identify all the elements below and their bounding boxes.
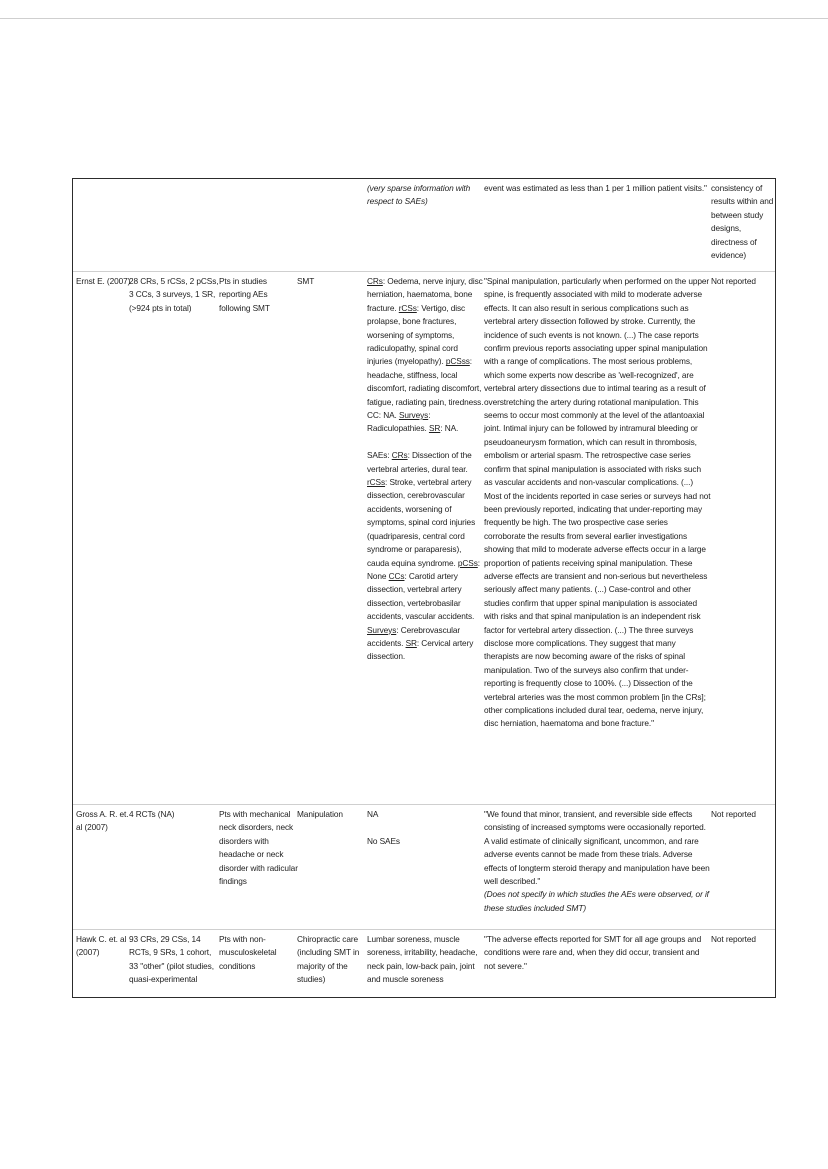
included-studies-cell: 93 CRs, 29 CSs, 14 RCTs, 9 SRs, 1 cohort, 33 "other" (pilot studies, quasi-experimental: [129, 934, 214, 985]
sae-sr-label: SR: [405, 637, 417, 648]
ae-crs-label: CRs: [367, 276, 383, 286]
conclusion-cell: event was estimated as less than 1 per 1 million patient visits.": [484, 183, 707, 193]
adverse-events-cell: [367, 275, 485, 664]
sae-surveys-text: : Cerebrovascular accidents.: [367, 624, 461, 648]
adverse-events-cell: Lumbar soreness, muscle soreness, irritability, headache, neck pain, low-back pain, joint and muscle soreness: [367, 934, 478, 985]
table-row-ernst: [73, 271, 775, 805]
intervention-cell: Chiropractic care (including SMT in majority of the studies): [297, 934, 360, 985]
table-row-hawk: [73, 929, 775, 998]
ae-surveys-label: Surveys: [398, 410, 429, 421]
intervention-cell: Manipulation: [297, 809, 343, 819]
population-cell: Pts in studies reporting AEs following SMT: [219, 276, 270, 313]
sae-pcss-label: pCSs: [457, 557, 478, 568]
adverse-events-cell: [367, 808, 485, 848]
sae-prefix: SAEs:: [367, 450, 392, 461]
author-cell: Gross A. R. et. al (2007): [76, 809, 129, 833]
quality-cell: Not reported: [711, 934, 756, 944]
table-row-gross: [73, 804, 775, 930]
ae-sr-label: SR: [428, 423, 441, 434]
quality-cell: Not reported: [711, 809, 756, 819]
conclusion-cell: "The adverse effects reported for SMT for all age groups and conditions were rare and, when they did occur, transient and not severe.": [484, 934, 702, 971]
ae-crs-text: : Oedema, nerve injury, disc herniation, haematoma, bone fracture.: [367, 276, 483, 313]
sae-ccs-text: : Carotid artery dissection, vertebral artery dissection, vertebrobasilar accidents, vascular accidents.: [367, 570, 475, 622]
ae-sr-text: : NA.: [440, 423, 459, 434]
ae-surveys-text: : Radiculopathies.: [367, 410, 431, 434]
sae-rcss-label: rCSs: [367, 477, 386, 488]
table-row-continued: [73, 179, 775, 271]
sae-text: No SAEs: [367, 835, 400, 846]
conclusion-cell: [484, 808, 711, 915]
included-studies-cell: 28 CRs, 5 rCSs, 2 pCSs, 3 CCs, 3 surveys, 1 SR, (>924 pts in total): [129, 276, 219, 313]
conclusion-cell: "Spinal manipulation, particularly when performed on the upper spine, is frequently associated with mild to moderate adverse effects. It can also result in serious complications such as vertebral artery dissection followed by stroke. Currently, the incidence of such events is not known. (...) The case reports confirm previous reports associating upper spinal manipulation with a range of complications. The most serious problems, which some experts now describe as 'well-recognized', are vertebral artery dissections due to intimal tearing as a result of overstretching the artery during rotational manipulation. This seems to occur most commonly at the level of the atlantoaxial joint. Intimal injury can be followed by intramural bleeding or pseudoaneurysm formation, which can result in thrombosis, embolism or arterial spasm. The retrospective case series confirm that spinal manipulation is associated with risks such as vascular accidents and non-vascular complications. (...) Most of the incidents reported in case series or surveys had not been previously reported, indicating that under-reporting may frequently be high. The two prospective case series corroborate the results from several earlier investigations showing that mild to moderate adverse effects occur in a large proportion of patients receiving spinal manipulation. These adverse effects are transient and non-serious but nevertheless seriously affect many patients. (...) Case-control and other studies confirm that upper spinal manipulation is associated with risks and that spinal manipulation is an independent risk factor for vertebral artery dissection. (...) The three surveys disclose more complications. They suggest that many therapists are now becoming aware of the risks of spinal manipulation. Two of the surveys also confirm that under-reporting is frequently close to 100%. (...) Dissection of the vertebral arteries was the most common problem [in the CRs]; other complications included dural tear, oedema, nerve injury, disc herniation, haematoma and bone fracture.": [484, 276, 711, 729]
population-cell: Pts with non-musculoskeletal conditions: [219, 934, 277, 971]
conclusion-note: (Does not specify in which studies the AEs were observed, or if these studies included SMT): [484, 889, 709, 913]
sae-sr-text: : Cervical artery dissection.: [367, 637, 474, 662]
ae-rcss-label: rCSs: [398, 302, 417, 313]
quality-cell: consistency of results within and between study designs, directness of evidence): [711, 183, 774, 261]
evidence-table: [72, 178, 776, 998]
ae-text: NA: [367, 809, 379, 819]
sae-crs-text: : Dissection of the vertebral arteries, dural tear.: [367, 450, 472, 474]
sae-ccs-label: CCs: [388, 570, 405, 581]
quality-cell: Not reported: [711, 276, 756, 286]
outcome-note: (very sparse information with respect to SAEs): [367, 183, 471, 207]
page-header-rule: [0, 18, 828, 19]
conclusion-text: "We found that minor, transient, and reversible side effects consisting of increased symptoms were occasionally reported. A valid estimate of clinically significant, uncommon, and rare adverse events cannot be made from these trials. Adverse effects of longterm steroid therapy and manipulation have been well described.": [484, 809, 710, 887]
ae-rcss-text: : Vertigo, disc prolapse, bone fractures, worsening of symptoms, radiculopathy, spinal cord injuries (myelopathy).: [367, 302, 466, 367]
population-cell: Pts with mechanical neck disorders, neck disorders with headache or neck disorder with radicular findings: [219, 809, 298, 887]
sae-pcss-text: : None: [367, 557, 480, 581]
ae-pcss-label: pCSss: [445, 356, 470, 367]
intervention-cell: SMT: [297, 276, 315, 286]
included-studies-cell: 4 RCTs (NA): [129, 809, 175, 819]
sae-surveys-label: Surveys: [367, 624, 397, 635]
author-cell: Ernst E. (2007): [76, 276, 131, 286]
sae-crs-label: CRs: [391, 450, 408, 461]
author-cell: Hawk C. et. al (2007): [76, 934, 127, 958]
ae-pcss-text: : headache, stiffness, local discomfort, radiating discomfort, fatigue, radiating pain, tiredness. CC: NA.: [367, 356, 484, 421]
sae-rcss-text: : Stroke, vertebral artery dissection, cerebrovascular accidents, worsening of symptoms, spinal cord injuries (quadriparesis, central cord syndrome or paraparesis), cauda equina syndrome.: [367, 477, 476, 568]
